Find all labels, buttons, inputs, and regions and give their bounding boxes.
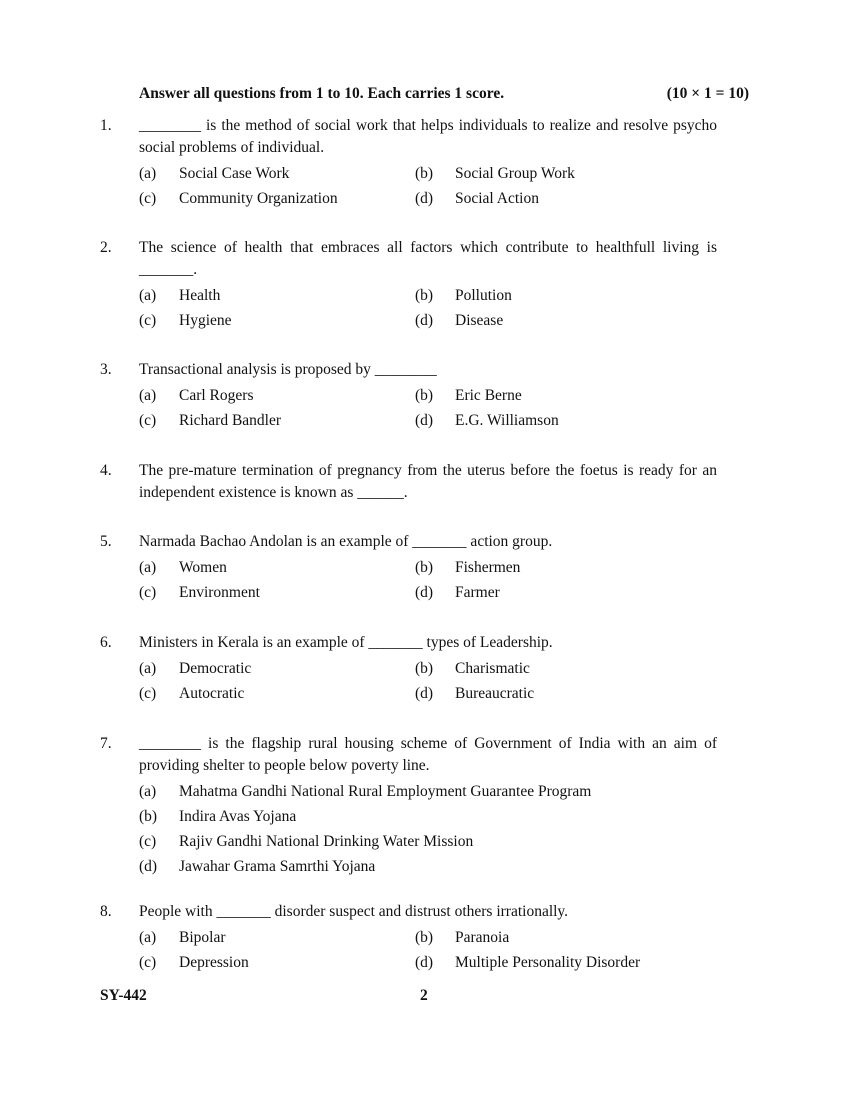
option-a: (a) Women — [139, 558, 227, 576]
option-a: (a) Democratic — [139, 659, 252, 677]
option-b: (b) Indira Avas Yojana — [139, 807, 297, 825]
option-a: (a) Mahatma Gandhi National Rural Employment Guarantee Program — [139, 782, 592, 800]
question-1 — [0, 115, 850, 211]
options — [139, 925, 850, 975]
option-c: (c) Depression — [139, 953, 249, 971]
option-b: (b) Paranoia — [415, 928, 510, 946]
options — [139, 555, 850, 605]
option-d: (d) Multiple Personality Disorder — [415, 953, 641, 971]
option-b: (b) Charismatic — [415, 659, 530, 677]
option-c: (c) Environment — [139, 583, 260, 601]
option-a: (a) Carl Rogers — [139, 386, 254, 404]
question-number: 2. — [100, 239, 112, 256]
option-b: (b) Eric Berne — [415, 386, 522, 404]
options — [139, 283, 850, 333]
question-text: ________ is the flagship rural housing scheme of Government of India with an aim of providing shelter to people below poverty line. — [139, 735, 717, 774]
paper-code: SY-442 — [100, 987, 147, 1004]
option-d: (d) Social Action — [415, 189, 539, 207]
option-c: (c) Richard Bandler — [139, 411, 282, 429]
question-text: Transactional analysis is proposed by ________ — [139, 361, 437, 378]
question-text: The science of health that embraces all factors which contribute to healthfull living is _______. — [139, 239, 717, 278]
question-7 — [0, 733, 850, 879]
option-d: (d) Bureaucratic — [415, 684, 535, 702]
option-d: (d) E.G. Williamson — [415, 411, 559, 429]
question-8 — [0, 901, 850, 975]
option-c: (c) Autocratic — [139, 684, 245, 702]
question-number: 6. — [100, 634, 112, 651]
question-number: 5. — [100, 533, 112, 550]
option-b: (b) Social Group Work — [415, 164, 575, 182]
question-3 — [0, 359, 850, 433]
page-number: 2 — [420, 987, 428, 1004]
question-text: ________ is the method of social work that helps individuals to realize and resolve psycho social problems of individual. — [139, 117, 717, 156]
options — [139, 656, 850, 706]
question-text: The pre-mature termination of pregnancy from the uterus before the foetus is ready for an independent existence is known as ______. — [139, 462, 717, 501]
option-c: (c) Rajiv Gandhi National Drinking Water Mission — [139, 832, 474, 850]
question-text: People with _______ disorder suspect and distrust others irrationally. — [139, 903, 569, 920]
question-2 — [0, 237, 850, 333]
question-number: 7. — [100, 735, 112, 752]
option-b: (b) Pollution — [415, 286, 512, 304]
options — [139, 161, 850, 211]
marks-scheme: (10 × 1 = 10) — [666, 85, 749, 102]
question-6 — [0, 632, 850, 706]
option-d: (d) Disease — [415, 311, 504, 329]
question-number: 8. — [100, 903, 112, 920]
option-a: (a) Bipolar — [139, 928, 226, 946]
question-5 — [0, 531, 850, 605]
option-b: (b) Fishermen — [415, 558, 521, 576]
option-d: (d) Farmer — [415, 583, 500, 601]
option-a: (a) Social Case Work — [139, 164, 290, 182]
option-a: (a) Health — [139, 286, 221, 304]
instructions-text: Answer all questions from 1 to 10. Each carries 1 score. — [139, 85, 505, 102]
options — [139, 383, 850, 433]
question-text: Ministers in Kerala is an example of _______ types of Leadership. — [139, 634, 553, 651]
option-c: (c) Community Organization — [139, 189, 338, 207]
question-number: 1. — [100, 117, 112, 134]
question-number: 4. — [100, 462, 112, 479]
question-4 — [0, 460, 850, 504]
question-text: Narmada Bachao Andolan is an example of _______ action group. — [139, 533, 553, 550]
question-number: 3. — [100, 361, 112, 378]
option-c: (c) Hygiene — [139, 311, 232, 329]
option-d: (d) Jawahar Grama Samrthi Yojana — [139, 857, 376, 875]
options — [139, 779, 850, 879]
instructions — [139, 85, 749, 103]
